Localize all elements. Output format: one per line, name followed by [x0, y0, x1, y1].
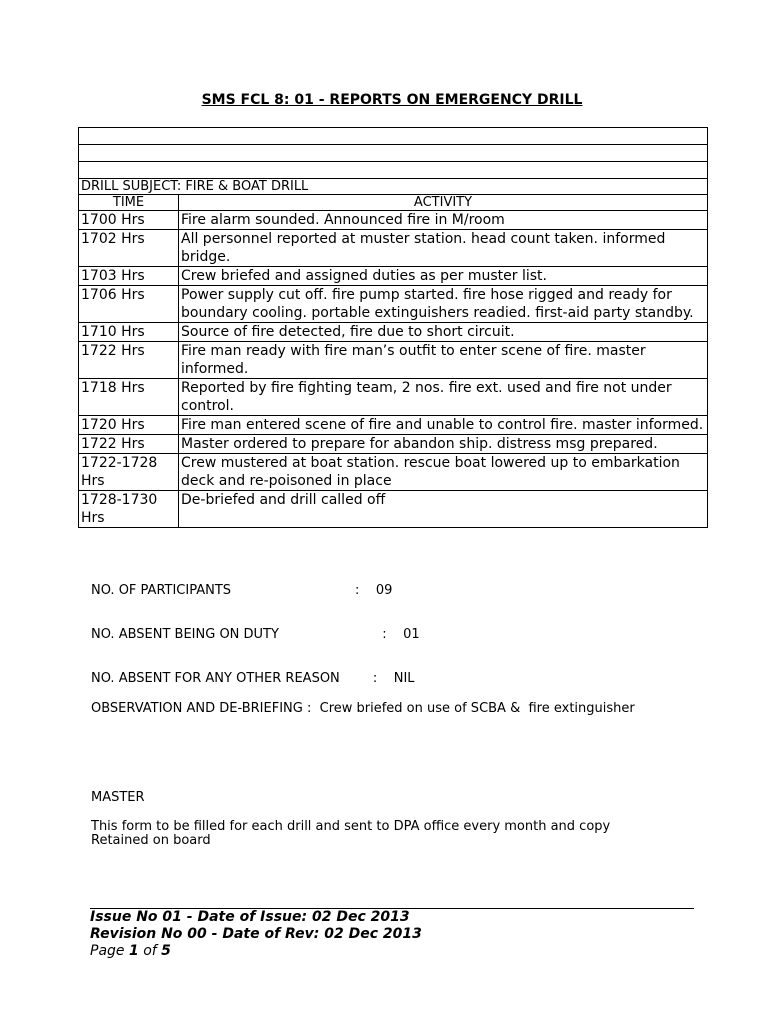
table-row: [79, 454, 708, 491]
of-word: of: [143, 943, 157, 959]
drill-subject-row: [79, 179, 708, 195]
blank-row: [79, 128, 708, 145]
activity-cell: Crew mustered at boat station. rescue boat lowered up to embarkation deck and re-poisoned in place: [179, 454, 708, 491]
time-cell: 1728-1730 Hrs: [79, 491, 179, 528]
time-cell: 1718 Hrs: [79, 379, 179, 416]
activity-cell: De-briefed and drill called off: [179, 491, 708, 528]
time-cell: 1703 Hrs: [79, 267, 179, 286]
observation-debriefing: OBSERVATION AND DE-BRIEFING : Crew briefed on use of SCBA & fire extinguisher: [91, 701, 635, 716]
activity-column-header: ACTIVITY: [179, 195, 708, 211]
activity-cell: Reported by fire fighting team, 2 nos. fire ext. used and fire not under control.: [179, 379, 708, 416]
table-header-row: [79, 195, 708, 211]
time-cell: 1702 Hrs: [79, 230, 179, 267]
activity-cell: Master ordered to prepare for abandon ship. distress msg prepared.: [179, 435, 708, 454]
revision-info: Revision No 00 - Date of Rev: 02 Dec 2013: [90, 926, 422, 942]
activity-cell: Fire man entered scene of fire and unable to control fire. master informed.: [179, 416, 708, 435]
table-row: [79, 416, 708, 435]
table-row: [79, 342, 708, 379]
issue-info: Issue No 01 - Date of Issue: 02 Dec 2013: [90, 909, 410, 925]
time-cell: 1706 Hrs: [79, 286, 179, 323]
time-cell: 1722 Hrs: [79, 342, 179, 379]
table-row: [79, 491, 708, 528]
activity-cell: Fire man ready with fire man’s outfit to enter scene of fire. master informed.: [179, 342, 708, 379]
time-cell: 1700 Hrs: [79, 211, 179, 230]
total-pages: 5: [161, 943, 171, 959]
table-row: [79, 379, 708, 416]
instruction-note-line-2: Retained on board: [91, 833, 211, 848]
table-row: [79, 435, 708, 454]
activity-cell: All personnel reported at muster station. head count taken. informed bridge.: [179, 230, 708, 267]
time-cell: 1720 Hrs: [79, 416, 179, 435]
time-cell: 1722 Hrs: [79, 435, 179, 454]
instruction-note-line-1: This form to be filled for each drill and sent to DPA office every month and copy: [91, 819, 611, 834]
absent-on-duty-count: NO. ABSENT BEING ON DUTY : 01: [91, 627, 420, 642]
document-title: SMS FCL 8: 01 - REPORTS ON EMERGENCY DRILL: [201, 92, 583, 108]
page-word: Page: [90, 943, 125, 959]
master-signature-label: MASTER: [91, 790, 145, 805]
time-cell: 1722-1728 Hrs: [79, 454, 179, 491]
current-page: 1: [128, 943, 139, 959]
table-row: [79, 323, 708, 342]
table-row: [79, 267, 708, 286]
activity-cell: Power supply cut off. fire pump started. fire hose rigged and ready for boundary cooling. portable extinguishers readied. first-aid party standby.: [179, 286, 708, 323]
table-row: [79, 211, 708, 230]
time-column-header: TIME: [79, 195, 179, 211]
table-row: [79, 286, 708, 323]
time-cell: 1710 Hrs: [79, 323, 179, 342]
drill-table: [78, 127, 708, 528]
absent-other-reason: NO. ABSENT FOR ANY OTHER REASON : NIL: [91, 671, 415, 686]
blank-row: [79, 162, 708, 179]
activity-cell: Crew briefed and assigned duties as per muster list.: [179, 267, 708, 286]
blank-row: [79, 145, 708, 162]
page-number: [90, 943, 171, 960]
participants-count: NO. OF PARTICIPANTS : 09: [91, 583, 393, 598]
drill-subject: DRILL SUBJECT: FIRE & BOAT DRILL: [79, 179, 708, 195]
table-row: [79, 230, 708, 267]
activity-cell: Fire alarm sounded. Announced fire in M/room: [179, 211, 708, 230]
activity-cell: Source of fire detected, fire due to short circuit.: [179, 323, 708, 342]
